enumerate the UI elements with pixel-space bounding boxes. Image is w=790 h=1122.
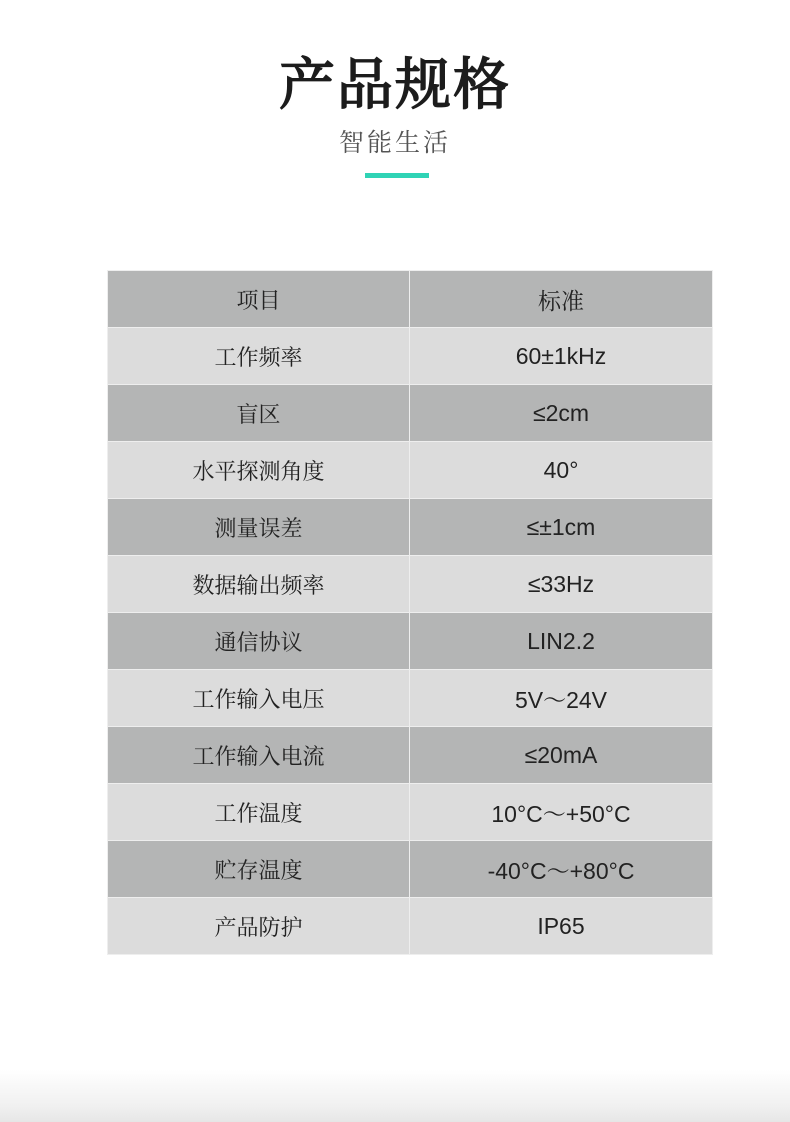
spec-value: ≤2cm (410, 385, 713, 442)
column-header-item: 项目 (108, 271, 410, 328)
table-row (108, 670, 713, 727)
table-row (108, 385, 713, 442)
table-header-row (108, 271, 713, 328)
spec-label: 盲区 (108, 385, 410, 442)
spec-table (107, 270, 713, 955)
spec-label: 水平探测角度 (108, 442, 410, 499)
column-header-standard: 标准 (410, 271, 713, 328)
spec-label: 工作频率 (108, 328, 410, 385)
table-row (108, 613, 713, 670)
table-row (108, 898, 713, 955)
table-row (108, 727, 713, 784)
spec-label: 工作温度 (108, 784, 410, 841)
table-row (108, 499, 713, 556)
spec-value: ≤33Hz (410, 556, 713, 613)
spec-value: 10°C～+50°C (410, 784, 713, 841)
spec-value: -40°C～+80°C (410, 841, 713, 898)
spec-value: ≤±1cm (410, 499, 713, 556)
bottom-fade-decoration (0, 1070, 790, 1122)
accent-divider (365, 173, 429, 178)
table-row (108, 328, 713, 385)
table-row (108, 556, 713, 613)
table-row (108, 442, 713, 499)
spec-value: IP65 (410, 898, 713, 955)
spec-value: 60±1kHz (410, 328, 713, 385)
spec-value: 5V～24V (410, 670, 713, 727)
spec-label: 工作输入电压 (108, 670, 410, 727)
spec-value: ≤20mA (410, 727, 713, 784)
page-title: 产品规格 (279, 53, 511, 118)
table-row (108, 841, 713, 898)
table-row (108, 784, 713, 841)
spec-label: 数据输出频率 (108, 556, 410, 613)
spec-label: 工作输入电流 (108, 727, 410, 784)
spec-label: 通信协议 (108, 613, 410, 670)
spec-label: 测量误差 (108, 499, 410, 556)
spec-value: LIN2.2 (410, 613, 713, 670)
spec-value: 40° (410, 442, 713, 499)
page-subtitle: 智能生活 (338, 128, 451, 157)
spec-label: 贮存温度 (108, 841, 410, 898)
spec-label: 产品防护 (108, 898, 410, 955)
